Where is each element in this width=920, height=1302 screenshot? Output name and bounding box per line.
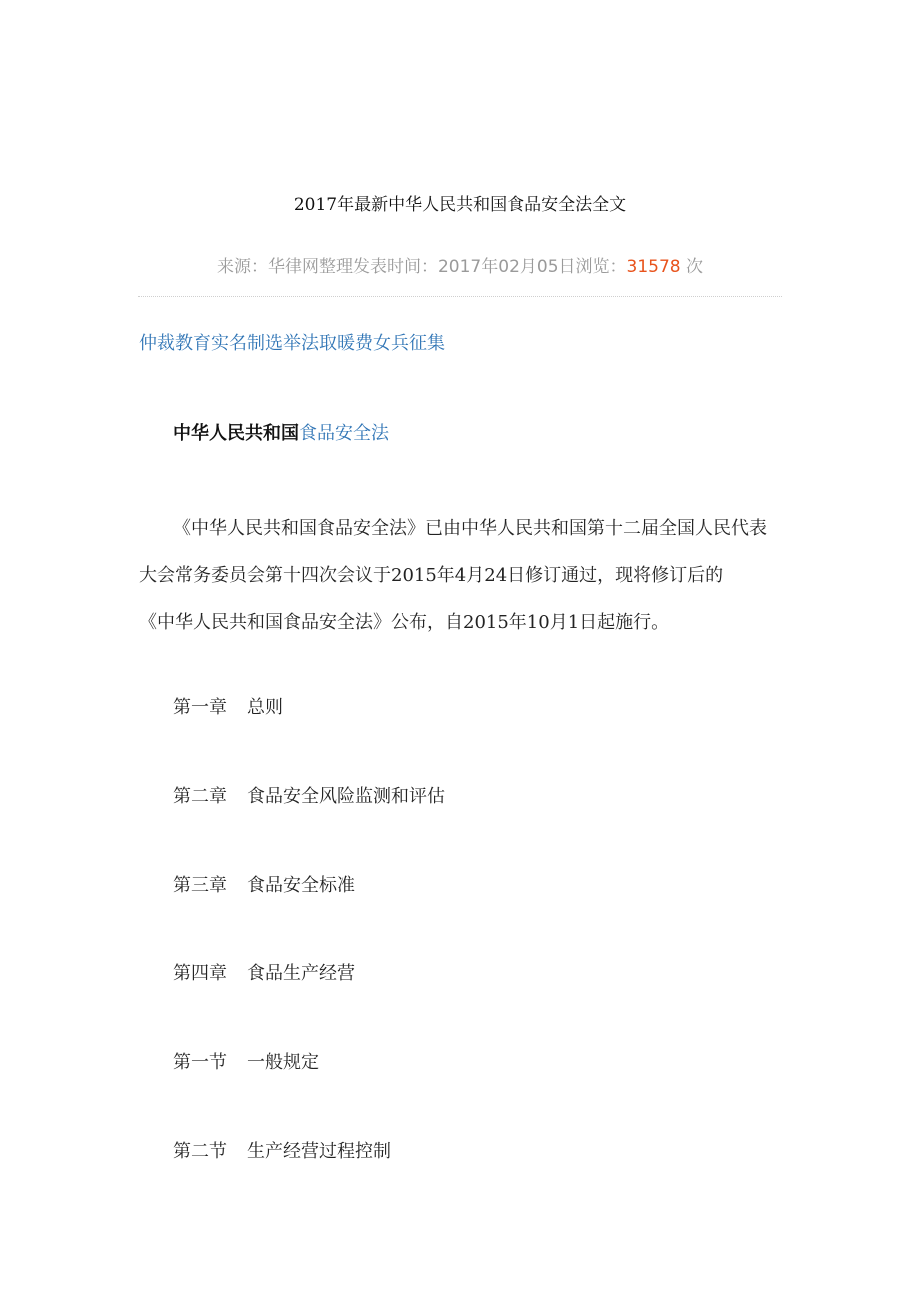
toc-item-number: 第一节	[173, 1052, 227, 1073]
view-count: 31578	[626, 257, 681, 277]
toc-item	[173, 959, 355, 985]
intro-line: 《中华人民共和国食品安全法》公布，自2015年10月1日起施行。	[139, 612, 670, 633]
intro-line: 大会常务委员会第十四次会议于2015年4月24日修订通过，现将修订后的	[139, 565, 724, 586]
tag-link-education[interactable]: 教育	[175, 333, 211, 354]
section-heading-text: 中华人民共和国	[173, 423, 299, 444]
section-heading	[173, 419, 389, 445]
meta-divider	[138, 296, 782, 297]
toc-item-title: 食品生产经营	[247, 963, 355, 984]
toc-item-number: 第二章	[173, 786, 227, 807]
intro-paragraph	[139, 505, 789, 646]
meta-source-date: 来源：华律网整理发表时间：2017年02月05日浏览：	[216, 257, 627, 277]
tag-link-real-name[interactable]: 实名制	[211, 333, 265, 354]
tag-link-female-soldier[interactable]: 女兵征集	[373, 333, 445, 354]
food-safety-law-link[interactable]: 食品安全法	[299, 423, 389, 444]
toc-item	[173, 1048, 319, 1074]
toc-item	[173, 693, 283, 719]
tag-link-heating-fee[interactable]: 取暖费	[319, 333, 373, 354]
toc-item-title: 总则	[247, 697, 283, 718]
toc-item	[173, 871, 355, 897]
tag-link-election-law[interactable]: 选举法	[265, 333, 319, 354]
toc-item	[173, 782, 445, 808]
toc-item-title: 食品安全风险监测和评估	[247, 786, 445, 807]
intro-line: 《中华人民共和国食品安全法》已由中华人民共和国第十二届全国人民代表	[173, 518, 767, 539]
tag-link-arbitration[interactable]: 仲裁	[139, 333, 175, 354]
toc-item-title: 一般规定	[247, 1052, 319, 1073]
toc-item-number: 第一章	[173, 697, 227, 718]
toc-item-number: 第二节	[173, 1141, 227, 1162]
toc-item-title: 生产经营过程控制	[247, 1141, 391, 1162]
toc-item-number: 第四章	[173, 963, 227, 984]
tag-links	[139, 329, 445, 355]
article-meta	[0, 252, 920, 277]
toc-item-title: 食品安全标准	[247, 875, 355, 896]
toc-item-number: 第三章	[173, 875, 227, 896]
toc-item	[173, 1137, 391, 1163]
view-count-suffix: 次	[686, 257, 704, 277]
article-title: 2017年最新中华人民共和国食品安全法全文	[293, 195, 627, 215]
